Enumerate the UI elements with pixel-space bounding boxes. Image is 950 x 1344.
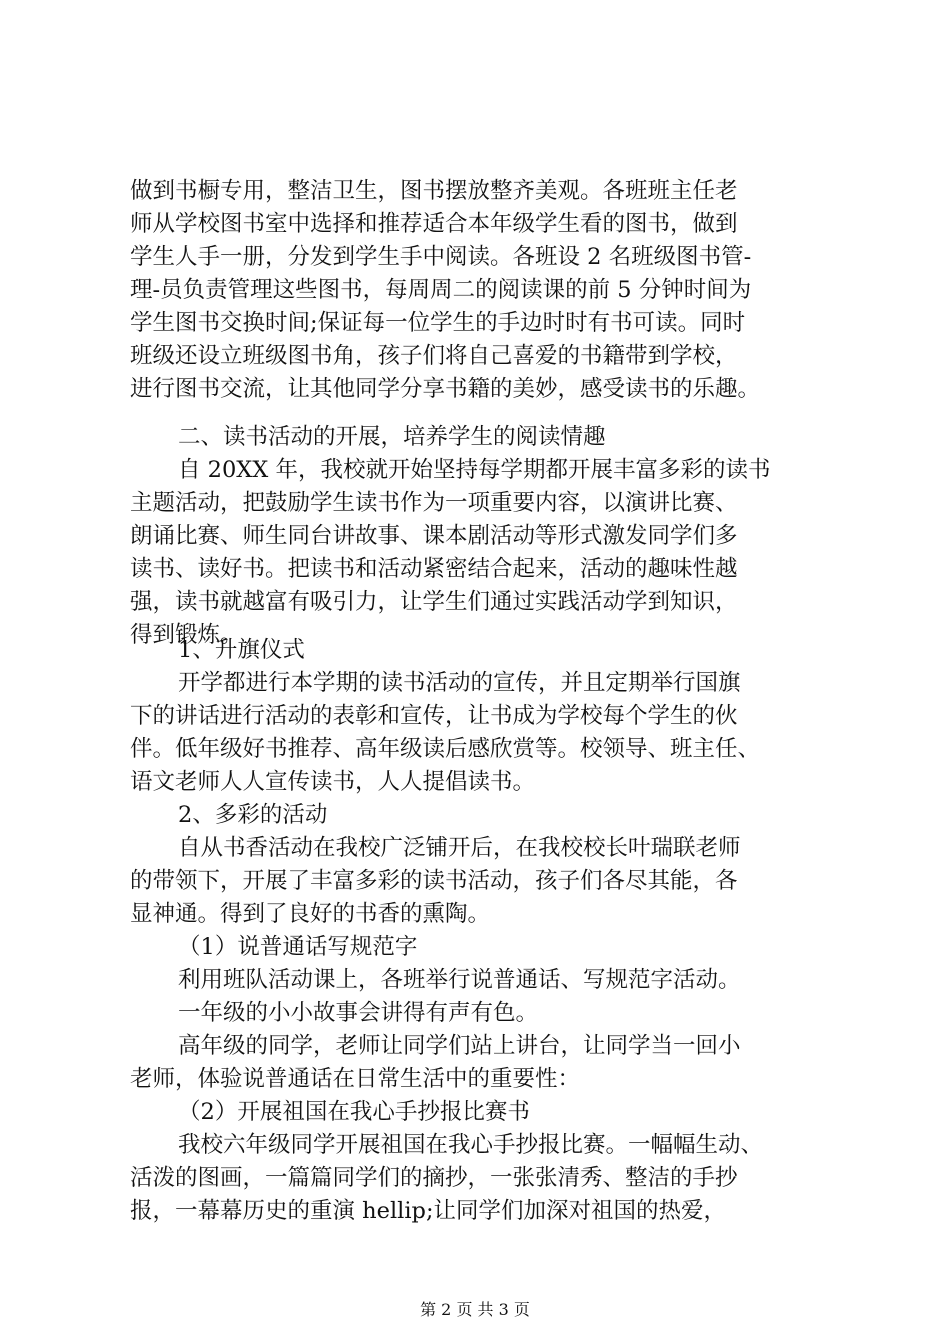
body-text-line: 老师，体验说普通话在日常生活中的重要性：: [130, 1066, 581, 1092]
body-text-line: 伴。低年级好书推荐、高年级读后感欣赏等。校领导、班主任、: [130, 736, 761, 762]
body-text-line: 班级还设立班级图书角，孩子们将自己喜爱的书籍带到学校，: [130, 343, 738, 369]
body-text-line: 得到锻炼。: [130, 622, 243, 648]
body-text-line: 显神通。得到了良好的书香的熏陶。: [130, 901, 491, 927]
body-text-line: 师从学校图书室中选择和推荐适合本年级学生看的图书，做到: [130, 211, 738, 237]
body-text-line: 理-员负责管理这些图书，每周周二的阅读课的前 5 分钟时间为: [130, 277, 752, 303]
subsection-heading: 2、多彩的活动: [178, 802, 328, 828]
body-text-line: 主题活动，把鼓励学生读书作为一项重要内容，以演讲比赛、: [130, 490, 738, 516]
section-heading: 二、读书活动的开展，培养学生的阅读情趣: [178, 424, 606, 450]
body-text-line: 进行图书交流，让其他同学分享书籍的美妙，感受读书的乐趣。: [130, 376, 761, 402]
body-text-line: 利用班队活动课上，各班举行说普通话、写规范字活动。: [178, 967, 741, 993]
body-text-line: 活泼的图画，一篇篇同学们的摘抄，一张张清秀、整洁的手抄: [130, 1165, 738, 1191]
body-text-line: 学生图书交换时间;保证每一位学生的手边时时有书可读。同时: [130, 310, 746, 336]
body-text-line: 高年级的同学，老师让同学们站上讲台，让同学当一回小: [178, 1033, 741, 1059]
body-text-line: 朗诵比赛、师生同台讲故事、课本剧活动等形式激发同学们多: [130, 523, 738, 549]
body-text-line: 自从书香活动在我校广泛铺开后，在我校校长叶瑞联老师: [178, 835, 741, 861]
page-footer: 第 2 页 共 3 页: [420, 1300, 530, 1319]
body-text-line: 读书、读好书。把读书和活动紧密结合起来，活动的趣味性越: [130, 556, 738, 582]
subsection-heading: （1）说普通话写规范字: [178, 934, 418, 960]
body-text-line: 语文老师人人宣传读书，人人提倡读书。: [130, 769, 536, 795]
body-text-line: 强，读书就越富有吸引力，让学生们通过实践活动学到知识，: [130, 589, 738, 615]
body-text-line: 的带领下，开展了丰富多彩的读书活动，孩子们各尽其能，各: [130, 868, 738, 894]
subsection-heading: 1、升旗仪式: [178, 637, 305, 663]
body-text-line: 报，一幕幕历史的重演 hellip;让同学们加深对祖国的热爱，: [130, 1198, 727, 1224]
body-text-line: 下的讲话进行活动的表彰和宣传，让书成为学校每个学生的伙: [130, 703, 738, 729]
body-text-line: 一年级的小小故事会讲得有声有色。: [178, 1000, 539, 1026]
body-text-line: 自 20XX 年，我校就开始坚持每学期都开展丰富多彩的读书: [178, 457, 771, 483]
body-text-line: 学生人手一册，分发到学生手中阅读。各班设 2 名班级图书管-: [130, 244, 752, 270]
subsection-heading: （2）开展祖国在我心手抄报比赛书: [178, 1099, 530, 1125]
body-text-line: 开学都进行本学期的读书活动的宣传，并且定期举行国旗: [178, 670, 741, 696]
body-text-line: 做到书橱专用，整洁卫生，图书摆放整齐美观。各班班主任老: [130, 178, 738, 204]
body-text-line: 我校六年级同学开展祖国在我心手抄报比赛。一幅幅生动、: [178, 1132, 764, 1158]
